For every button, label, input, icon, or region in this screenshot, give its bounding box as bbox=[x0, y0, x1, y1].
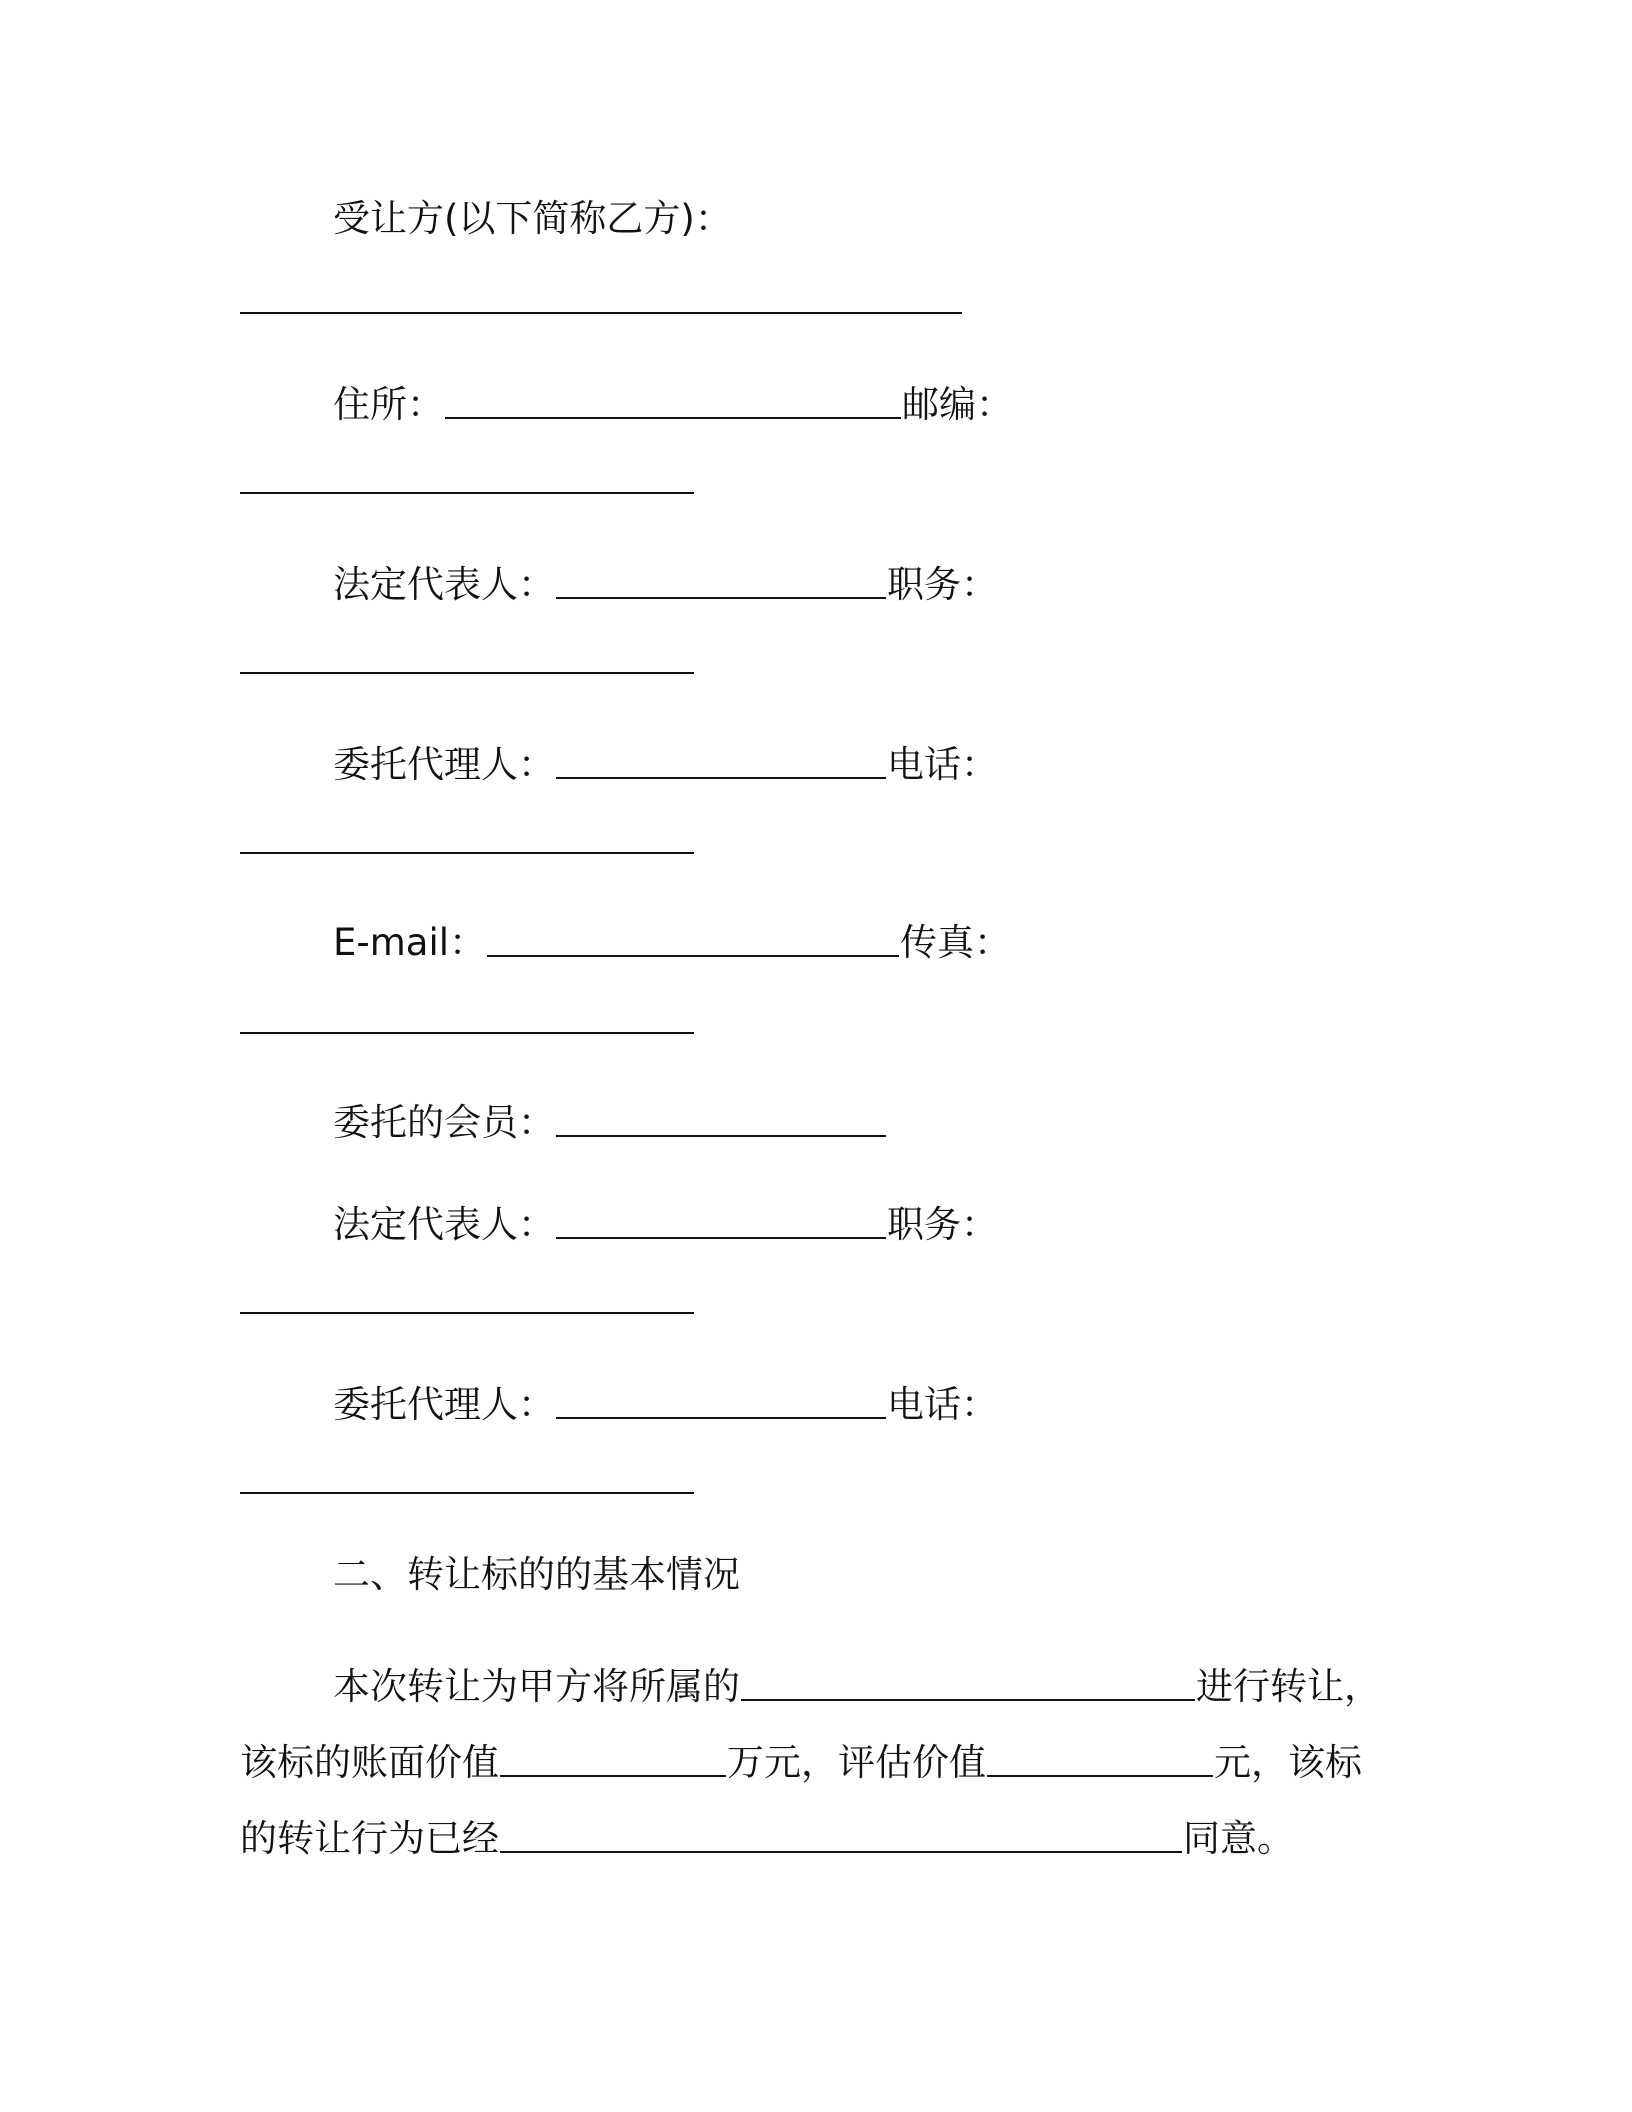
agent-blank[interactable] bbox=[556, 1380, 886, 1419]
position-blank[interactable] bbox=[240, 1310, 694, 1314]
postcode-label: 邮编： bbox=[902, 383, 1013, 426]
member-label: 委托的会员： bbox=[333, 1101, 555, 1144]
email-row bbox=[333, 916, 1012, 964]
paragraph-line-1: 本次转让为甲方将所属的 进行转让， bbox=[333, 1660, 1381, 1705]
email-blank[interactable] bbox=[487, 918, 899, 957]
agent-label: 委托代理人： bbox=[333, 1383, 555, 1426]
fax-blank[interactable] bbox=[240, 1030, 694, 1034]
section-two-heading: 二、转让标的的基本情况 bbox=[333, 1553, 740, 1596]
fax-label: 传真： bbox=[900, 921, 1012, 964]
email-label: E-mail： bbox=[333, 921, 487, 964]
position-blank[interactable] bbox=[240, 670, 694, 674]
appraised-value-blank[interactable] bbox=[987, 1738, 1213, 1777]
legal-rep-label: 法定代表人： bbox=[333, 563, 555, 606]
address-label: 住所： bbox=[333, 383, 444, 426]
paragraph-line-2: 该标的账面价值 万元，评估价值 元，该标 bbox=[240, 1736, 1362, 1781]
book-value-blank[interactable] bbox=[500, 1738, 726, 1777]
approval-body-blank[interactable] bbox=[500, 1814, 1182, 1853]
phone-blank[interactable] bbox=[240, 1490, 694, 1494]
legal-rep-label: 法定代表人： bbox=[333, 1203, 555, 1246]
phone-blank[interactable] bbox=[240, 850, 694, 854]
legal-rep-row-2 bbox=[333, 1198, 998, 1246]
agent-blank[interactable] bbox=[556, 740, 886, 779]
phone-label: 电话： bbox=[887, 743, 998, 786]
member-row bbox=[333, 1096, 887, 1144]
member-blank[interactable] bbox=[556, 1098, 886, 1137]
phone-label: 电话： bbox=[887, 1383, 998, 1426]
party-b-name-blank[interactable] bbox=[240, 310, 962, 314]
agent-row-2 bbox=[333, 1378, 998, 1426]
paragraph-line-3: 的转让行为已经 同意。 bbox=[240, 1812, 1294, 1857]
postcode-blank[interactable] bbox=[240, 490, 694, 494]
position-label: 职务： bbox=[887, 1203, 998, 1246]
party-b-title: 受让方(以下简称乙方)： bbox=[333, 197, 732, 240]
address-blank[interactable] bbox=[445, 380, 901, 419]
transfer-object-blank[interactable] bbox=[741, 1662, 1195, 1701]
address-row bbox=[333, 378, 1013, 426]
legal-rep-blank[interactable] bbox=[556, 560, 886, 599]
position-label: 职务： bbox=[887, 563, 998, 606]
agent-row-1 bbox=[333, 738, 998, 786]
legal-rep-row-1 bbox=[333, 558, 998, 606]
agent-label: 委托代理人： bbox=[333, 743, 555, 786]
legal-rep-blank[interactable] bbox=[556, 1200, 886, 1239]
